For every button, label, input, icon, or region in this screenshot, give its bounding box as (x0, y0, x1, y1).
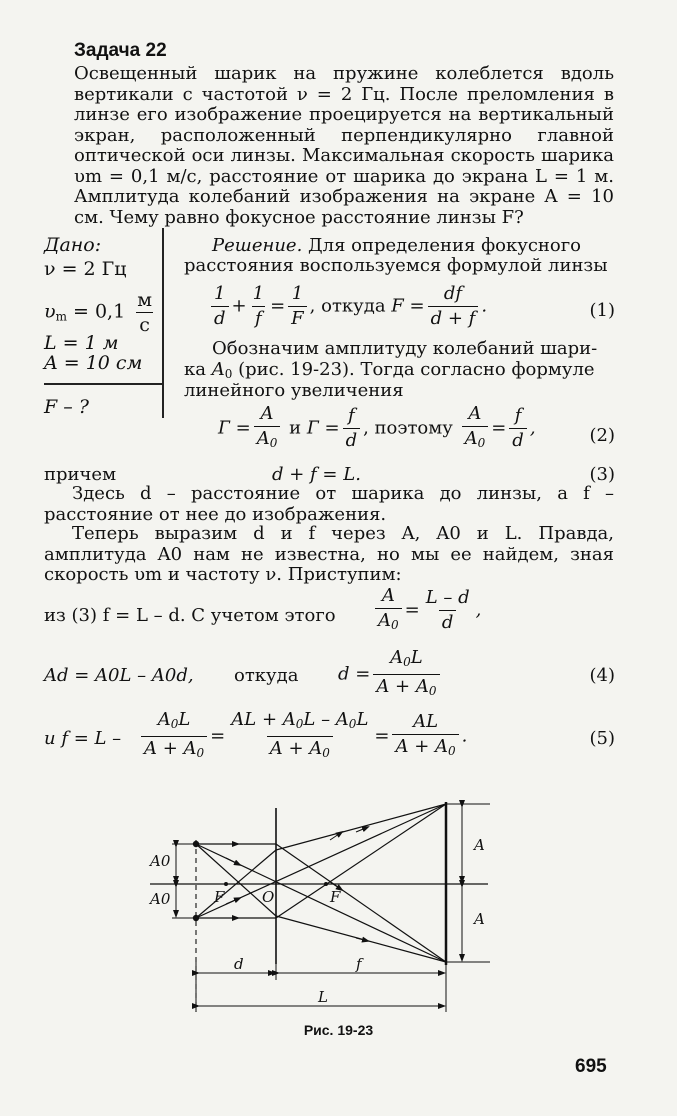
label-A0-bottom: A0 (150, 890, 171, 908)
figure-caption: Рис. 19-23 (303, 1022, 374, 1038)
equation-3-lead: причем (44, 464, 117, 485)
problem-title: Задача 22 (74, 40, 167, 61)
given-velocity: $\upsilon_m = 0,1$ $\frac{м}{с}$ (44, 289, 152, 336)
equation-3-number: (3) (589, 464, 615, 485)
equation-4: d = $\frac{A_0L}{A + A_0}$ (338, 648, 443, 701)
solution-intro-2: расстояния воспользуемся формулой линзы (184, 255, 608, 276)
label-F-right: F (330, 888, 341, 906)
equation-1: $\frac{1}{d}$ + $\frac{1}{f}$ = $\frac{1}{F}$ , откуда F = $\frac{df}{d + f}$ . (208, 284, 487, 329)
equation-ratio: $\frac{A}{A_0}$ = $\frac{L - d}{d}$ , (372, 586, 481, 635)
problem-statement: Освещенный шарик на пружине колеблется вдоль вертикали с частотой ν = 2 Гц. После преломления в линзе его изображение проецируется на вертикальный экран, расположенный перпендикулярно главной оптической оси линзы. Максимальная скорость шарика υm = 0,1 м/с, расстояние от шарика до экрана L = 1 м. Амплитуда колебаний изображения на экране A = 10 см. Чему равно фокусное расстояние линзы F? (74, 63, 614, 228)
equation-1-number: (1) (589, 300, 615, 321)
paragraph-3: Здесь d – расстояние от шарика до линзы, а f – расстояние от нее до изображения. (44, 483, 614, 525)
equation-5-lead: и f = L – (44, 728, 122, 749)
equation-2-number: (2) (589, 425, 615, 446)
solution-intro: Решение. Для определения фокусного (212, 235, 582, 256)
equation-from-3: из (3) f = L – d. С учетом этого (44, 605, 336, 626)
given-distance: L = 1 м (44, 332, 119, 354)
paragraph-2-line-2: ка $A_0$ (рис. 19-23). Тогда согласно формуле (184, 359, 595, 381)
label-d: d (234, 955, 244, 973)
label-L: L (318, 988, 328, 1006)
label-A0-top: A0 (150, 852, 171, 870)
given-frequency: ν = 2 Гц (44, 258, 127, 280)
label-F-left: F (214, 888, 225, 906)
equation-4-where: откуда (234, 665, 299, 686)
equation-4-number: (4) (589, 665, 615, 686)
label-f: f (356, 955, 362, 973)
paragraph-2-line-3: линейного увеличения (184, 380, 404, 401)
given-label: Дано: (44, 234, 102, 256)
equation-3: d + f = L. (272, 464, 361, 485)
label-A-bottom: A (474, 910, 485, 928)
label-O: O (262, 888, 275, 906)
given-amplitude: A = 10 см (44, 352, 143, 374)
equation-4-left: Ad = A0L – A0d, (44, 665, 194, 686)
page-number: 695 (575, 1056, 607, 1077)
equation-2: Г = $\frac{A}{A_0}$ и Г = $\frac{f}{d}$ , поэтому $\frac{A}{A_0}$ = $\frac{f}{d}$ , (218, 403, 536, 451)
label-A-top: A (474, 836, 485, 854)
equation-5-number: (5) (589, 728, 615, 749)
given-find: F – ? (44, 396, 89, 418)
paragraph-2-line-1: Обозначим амплитуду колебаний шари- (212, 338, 598, 359)
equation-5: $\frac{A_0L}{A + A_0}$ = $\frac{AL + A_0L - A_0L}{A + A_0}$ = $\frac{AL}{A + A_0}$ . (138, 710, 467, 763)
paragraph-4: Теперь выразим d и f через A, A0 и L. Правда, амплитуда A0 нам не известна, но мы ее найдем, зная скорость υm и частоту ν. Приступим: (44, 523, 614, 585)
